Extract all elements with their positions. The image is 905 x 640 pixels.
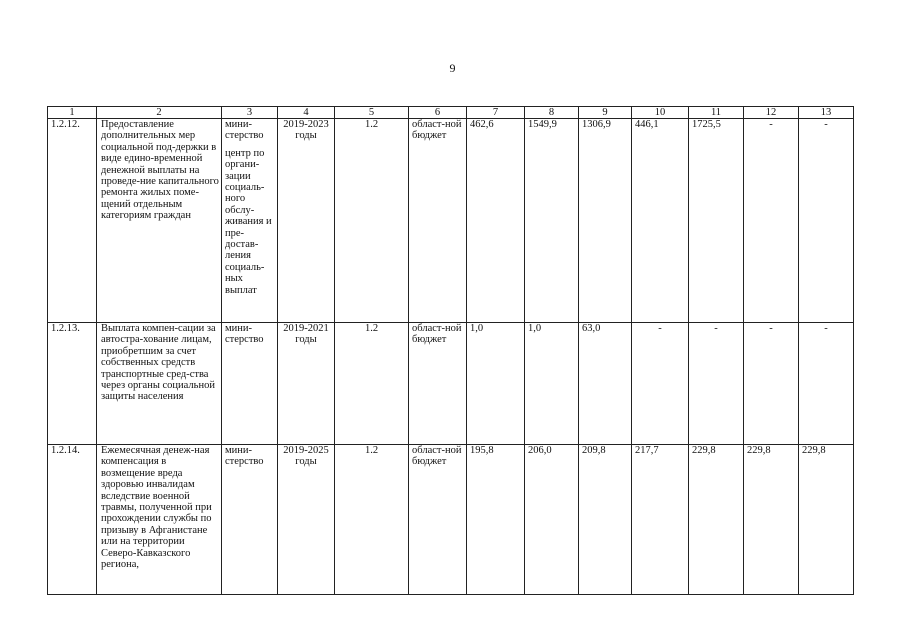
row-value: 1,0 [467, 323, 525, 445]
column-header: 8 [525, 107, 579, 119]
row-value: 229,8 [689, 445, 744, 595]
column-header: 2 [97, 107, 222, 119]
row-code: 1.2.12. [48, 119, 97, 323]
row-value: 63,0 [579, 323, 632, 445]
page-number: 9 [449, 61, 456, 75]
column-header: 12 [744, 107, 799, 119]
row-value: 1,0 [525, 323, 579, 445]
row-value: - [799, 323, 854, 445]
program-measures-table [47, 106, 854, 595]
row-value: 195,8 [467, 445, 525, 595]
table-row [48, 119, 854, 323]
row-executor [222, 119, 278, 323]
row-value: 229,8 [799, 445, 854, 595]
column-header: 7 [467, 107, 525, 119]
executor-primary: мини-стерство [225, 323, 264, 346]
row-value: 462,6 [467, 119, 525, 323]
row-value: 229,8 [744, 445, 799, 595]
column-header: 9 [579, 107, 632, 119]
column-header: 3 [222, 107, 278, 119]
row-value: - [689, 323, 744, 445]
row-item: 1.2 [335, 323, 409, 445]
column-header: 10 [632, 107, 689, 119]
table-row [48, 323, 854, 445]
row-funding-source: област-ной бюджет [409, 323, 467, 445]
row-value: - [744, 119, 799, 323]
row-value: - [799, 119, 854, 323]
executor-primary: мини-стерство [225, 445, 264, 468]
row-value: 1725,5 [689, 119, 744, 323]
row-code: 1.2.13. [48, 323, 97, 445]
row-funding-source: област-ной бюджет [409, 445, 467, 595]
row-executor [222, 323, 278, 445]
row-description: Предоставление дополнительных мер социальной под-держки в виде едино-временной денежной выплаты на проведе-ние капитального ремонта жилых поме-щений отдельным категориям граждан [97, 119, 222, 323]
row-description: Ежемесячная денеж-ная компенсация в возмещение вреда здоровью инвалидам вследствие военной травмы, полученной при прохождении службы по призыву в Афганистане или на территории Северо-Кавказского региона, [97, 445, 222, 595]
row-value: - [744, 323, 799, 445]
row-value: 1549,9 [525, 119, 579, 323]
executor-secondary: центр по органи-зации социаль-ного обслу-живания и пре-достав-ления социаль-ных выплат [225, 147, 272, 296]
row-executor [222, 445, 278, 595]
column-header: 6 [409, 107, 467, 119]
row-code: 1.2.14. [48, 445, 97, 595]
row-years: 2019-2021 годы [278, 323, 335, 445]
row-value: 1306,9 [579, 119, 632, 323]
row-years: 2019-2023 годы [278, 119, 335, 323]
column-numbers-row [48, 107, 854, 119]
table-row [48, 445, 854, 595]
row-item: 1.2 [335, 119, 409, 323]
row-item: 1.2 [335, 445, 409, 595]
row-description: Выплата компен-сации за автостра-хование лицам, приобретшим за счет собственных средств транспортные сред-ства через органы социальной защиты населения [97, 323, 222, 445]
row-years: 2019-2025 годы [278, 445, 335, 595]
column-header: 1 [48, 107, 97, 119]
executor-primary: мини-стерство [225, 119, 264, 142]
row-value: 209,8 [579, 445, 632, 595]
row-value: 446,1 [632, 119, 689, 323]
row-funding-source: област-ной бюджет [409, 119, 467, 323]
row-value: 217,7 [632, 445, 689, 595]
row-value: - [632, 323, 689, 445]
column-header: 11 [689, 107, 744, 119]
column-header: 4 [278, 107, 335, 119]
column-header: 5 [335, 107, 409, 119]
row-value: 206,0 [525, 445, 579, 595]
column-header: 13 [799, 107, 854, 119]
